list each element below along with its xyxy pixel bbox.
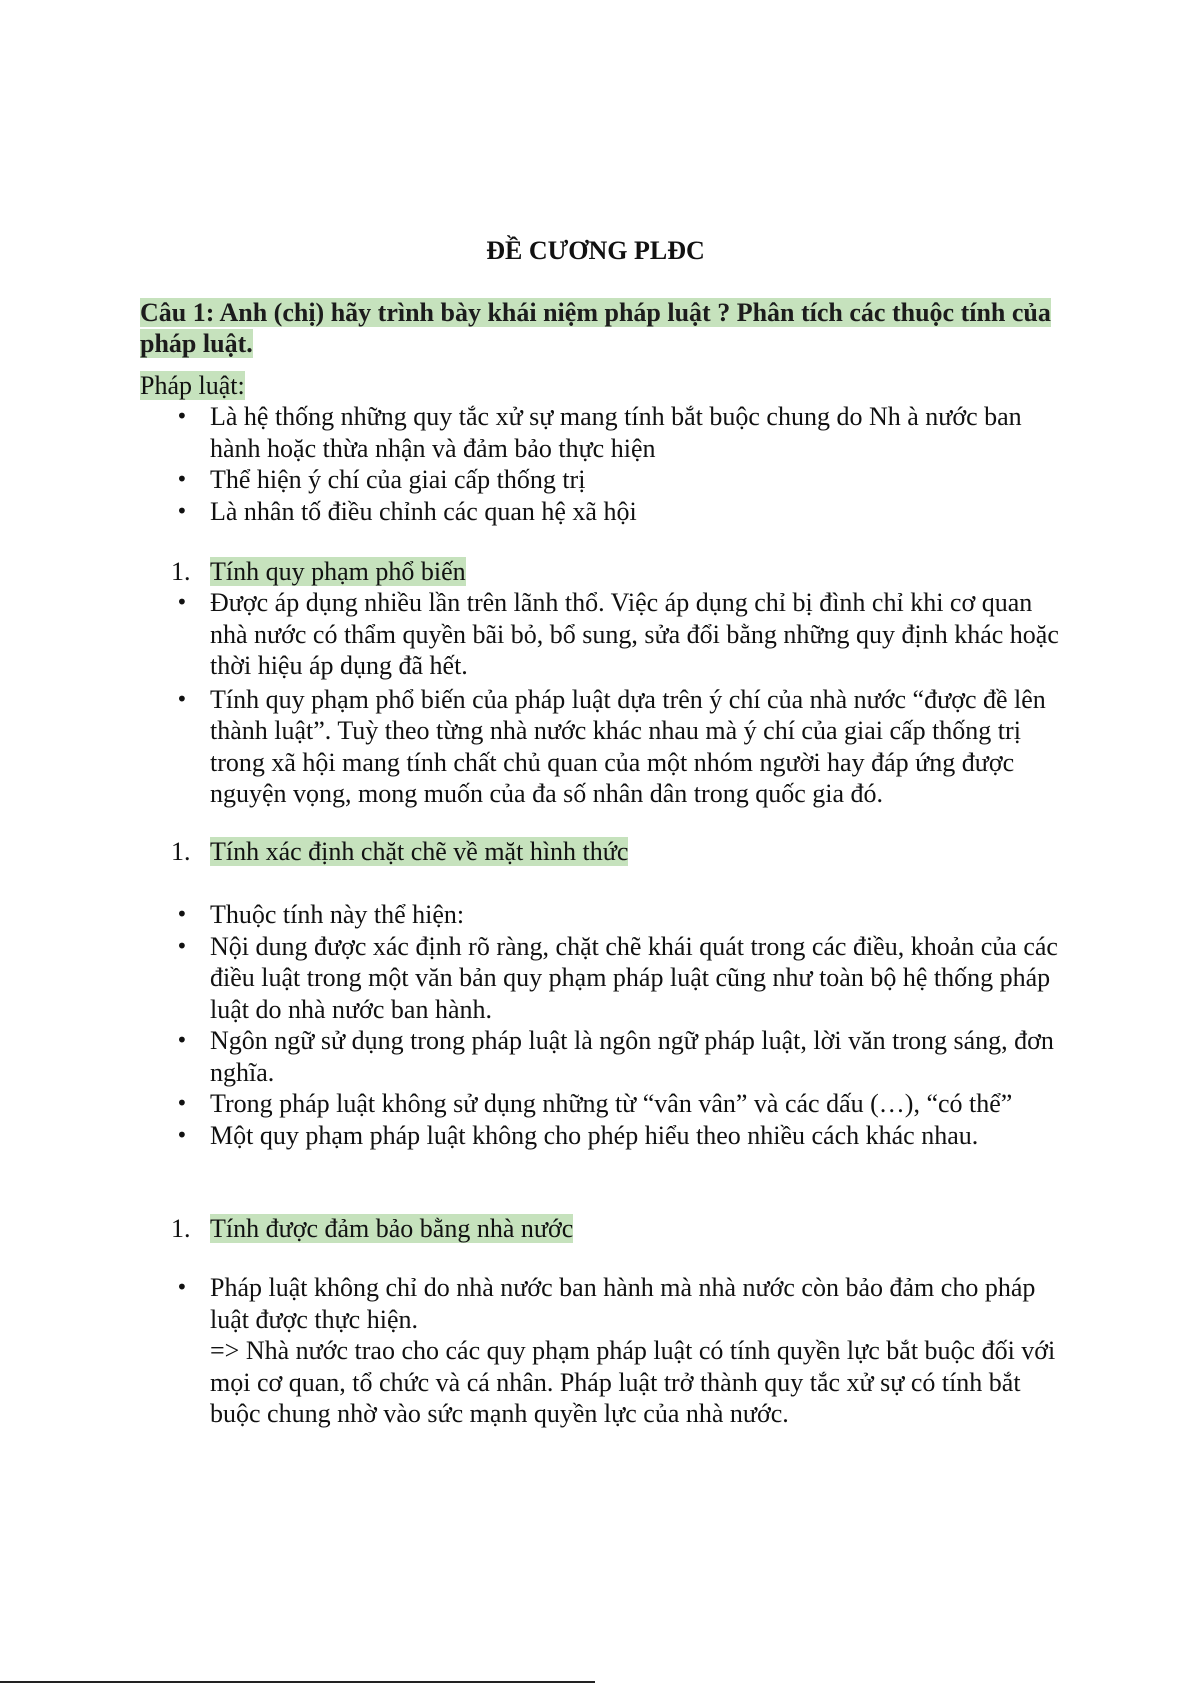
intro-bullet-3: • Là nhân tố điều chỉnh các quan hệ xã hội (210, 496, 1060, 528)
section-2-bullets (210, 899, 1060, 1151)
question-text: Câu 1: Anh (chị) hãy trình bày khái niệm pháp luật ? Phân tích các thuộc tính của pháp luật. (140, 298, 1051, 358)
section-heading-1 (171, 556, 1061, 587)
section-number-3: 1. (171, 1214, 191, 1243)
intro-bullet-2: • Thể hiện ý chí của giai cấp thống trị (210, 464, 1060, 496)
section-3-bullets (210, 1272, 1060, 1430)
section-3-conclusion: => Nhà nước trao cho các quy phạm pháp luật có tính quyền lực bắt buộc đối với mọi cơ quan, tổ chức và cá nhân. Pháp luật trở thành quy tắc xử sự có tính bắt buộc chung nhờ vào sức mạnh quyền lực của nhà nước. (210, 1336, 1056, 1428)
section-2-bullet-2: • Nội dung được xác định rõ ràng, chặt chẽ khái quát trong các điều, khoản của các điều luật trong một văn bản quy phạm pháp luật cũng như toàn bộ hệ thống pháp luật do nhà nước ban hành. (210, 931, 1060, 1026)
question-heading (140, 297, 1060, 359)
section-heading-3 (171, 1213, 1061, 1244)
section-3-bullet-1: • Pháp luật không chỉ do nhà nước ban hành mà nhà nước còn bảo đảm cho pháp luật được thực hiện. (210, 1272, 1060, 1335)
intro-label-line (140, 370, 1060, 401)
section-2-bullet-4: • Trong pháp luật không sử dụng những từ “vân vân” và các dấu (…), “có thể” (210, 1088, 1060, 1120)
section-1-bullet-1: • Được áp dụng nhiều lần trên lãnh thổ. Việc áp dụng chỉ bị đình chỉ khi cơ quan nhà nước có thẩm quyền bãi bỏ, bổ sung, sửa đổi bằng những quy định khác hoặc thời hiệu áp dụng đã hết. (210, 587, 1060, 682)
document-title: ĐỀ CƯƠNG PLĐC (486, 236, 705, 265)
footer-rule (0, 1681, 595, 1683)
section-number-1: 1. (171, 557, 191, 586)
intro-bullet-1: • Là hệ thống những quy tắc xử sự mang tính bắt buộc chung do Nh à nước ban hành hoặc thừa nhận và đảm bảo thực hiện (210, 401, 1060, 464)
intro-label: Pháp luật: (140, 371, 245, 400)
section-title-3: Tính được đảm bảo bằng nhà nước (210, 1214, 574, 1243)
section-1-bullet-2: • Tính quy phạm phổ biến của pháp luật dựa trên ý chí của nhà nước “được đề lên thành luật”. Tuỳ theo từng nhà nước khác nhau mà ý chí của giai cấp thống trị trong xã hội mang tính chất chủ quan của một nhóm người hay đáp ứng được nguyện vọng, mong muốn của đa số nhân dân trong quốc gia đó. (210, 684, 1060, 810)
intro-bullet-list (210, 401, 1060, 527)
section-2-bullet-3: • Ngôn ngữ sử dụng trong pháp luật là ngôn ngữ pháp luật, lời văn trong sáng, đơn nghĩa. (210, 1025, 1060, 1088)
section-2-bullet-1: • Thuộc tính này thể hiện: (210, 899, 1060, 931)
section-2-bullet-5: • Một quy phạm pháp luật không cho phép hiểu theo nhiều cách khác nhau. (210, 1120, 1060, 1152)
section-title-2: Tính xác định chặt chẽ về mặt hình thức (210, 837, 629, 866)
section-1-bullets (210, 587, 1060, 810)
section-number-2: 1. (171, 837, 191, 866)
section-heading-2 (171, 836, 1061, 867)
section-title-1: Tính quy phạm phổ biến (210, 557, 466, 586)
